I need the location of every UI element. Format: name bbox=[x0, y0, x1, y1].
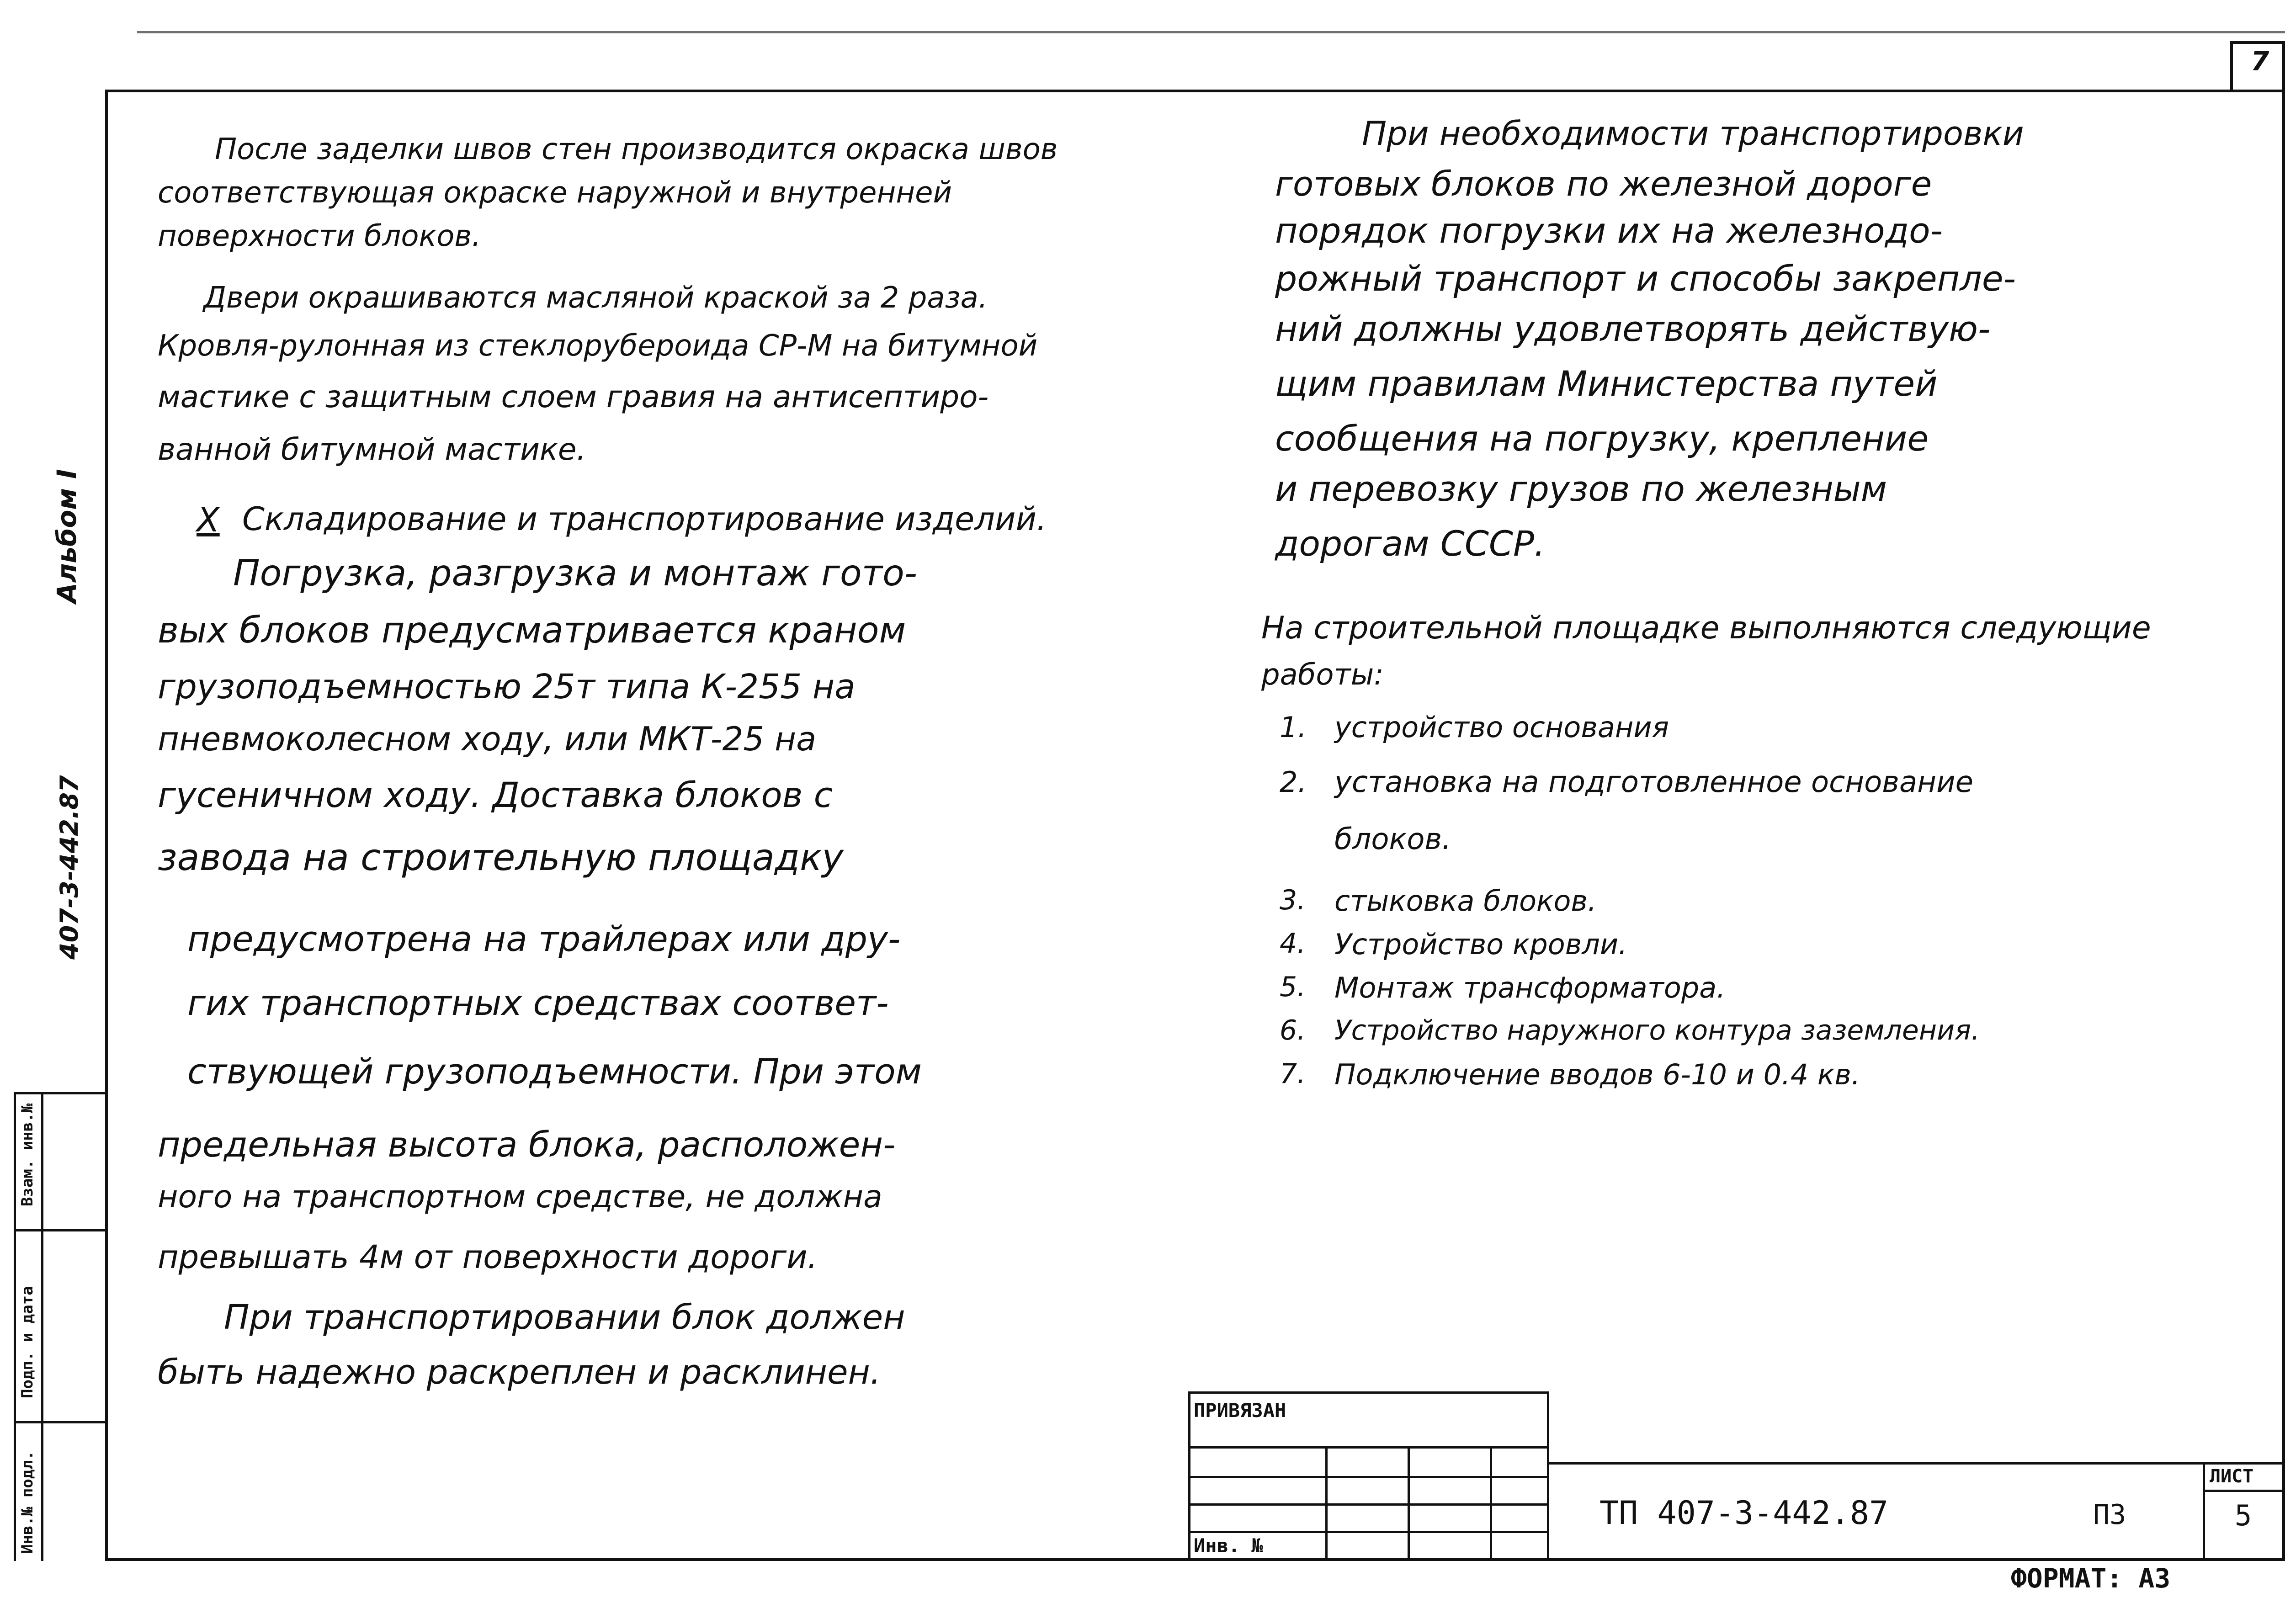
work-item-3: стыковка блоков. bbox=[1334, 884, 1597, 918]
stamp-div-1 bbox=[14, 1229, 105, 1231]
para-rail-line-7: сообщения на погрузку, крепление bbox=[1275, 418, 1929, 459]
para-rail-line-8: и перевозку грузов по железным bbox=[1275, 468, 1887, 509]
stamp-list-divider bbox=[2203, 1490, 2285, 1492]
para-rail-line-4: рожный транспорт и способы закрепле- bbox=[1275, 258, 2016, 299]
section-number: X bbox=[197, 500, 220, 540]
doc-type: ПЗ bbox=[2093, 1499, 2126, 1531]
list-label: ЛИСТ bbox=[2210, 1466, 2254, 1487]
stamp-sign-date: Подп. и дата bbox=[18, 1286, 37, 1398]
privyazan-label: ПРИВЯЗАН bbox=[1194, 1399, 1286, 1422]
para-loading-line-4: пневмоколесном ходу, или МКТ-25 на bbox=[158, 720, 817, 758]
album-label: Альбом I bbox=[51, 469, 82, 603]
work-item-5: Монтаж трансформатора. bbox=[1334, 971, 1726, 1004]
work-item-1: устройство основания bbox=[1334, 711, 1669, 744]
para-roof-line-3: ванной битумной мастике. bbox=[158, 432, 586, 467]
stamp-strip-left bbox=[14, 1092, 16, 1561]
work-item-7: Подключение вводов 6-10 и 0.4 кв. bbox=[1334, 1058, 1860, 1091]
privyazan-col-1 bbox=[1325, 1446, 1328, 1560]
para-loading-line-8: гих транспортных средствах соответ- bbox=[187, 982, 889, 1023]
para-seams-line-1: После заделки швов стен производится окраска швов bbox=[215, 133, 1058, 166]
privyazan-col-3 bbox=[1490, 1446, 1492, 1560]
para-loading-line-3: грузоподъемностью 25т типа К-255 на bbox=[158, 667, 856, 706]
work-item-3-num: 3. bbox=[1280, 884, 1306, 916]
work-item-2: установка на подготовленное основание bbox=[1334, 765, 1974, 799]
para-fastening-line-2: быть надежно раскреплен и расклинен. bbox=[158, 1353, 881, 1392]
works-intro-line-1: На строительной площадке выполняются следующие bbox=[1261, 610, 2151, 646]
section-title: Складирование и транспортирование изделий. bbox=[242, 500, 1047, 538]
para-loading-line-11: ного на транспортном средстве, не должна bbox=[158, 1179, 882, 1215]
inv-no-label: Инв. № bbox=[1194, 1534, 1263, 1557]
para-roof-line-1: Кровля-рулонная из стеклорубероида СР-М на битумной bbox=[158, 329, 1038, 363]
privyazan-row-2 bbox=[1188, 1476, 1549, 1478]
privyazan-row-4 bbox=[1188, 1531, 1549, 1533]
para-loading-line-2: вых блоков предусматривается краном bbox=[158, 610, 906, 651]
stamp-inv-orig: Инв.№ подл. bbox=[18, 1450, 37, 1554]
para-roof-line-2: мастике с защитным слоем гравия на антисептиро- bbox=[158, 379, 989, 414]
stamp-strip-top bbox=[14, 1092, 105, 1094]
work-item-6-num: 6. bbox=[1280, 1014, 1306, 1046]
work-item-1-num: 1. bbox=[1280, 711, 1307, 744]
para-rail-line-6: щим правилам Министерства путей bbox=[1275, 363, 1938, 404]
para-fastening-line-1: При транспортировании блок должен bbox=[224, 1298, 905, 1337]
para-rail-line-9: дорогам СССР. bbox=[1275, 523, 1545, 564]
work-item-5-num: 5. bbox=[1280, 971, 1306, 1003]
privyazan-row-1 bbox=[1188, 1446, 1549, 1449]
frame-right-line bbox=[2282, 41, 2285, 1561]
para-loading-line-5: гусеничном ходу. Доставка блоков с bbox=[158, 775, 833, 815]
para-seams-line-3: поверхности блоков. bbox=[158, 219, 481, 253]
para-loading-line-12: превышать 4м от поверхности дороги. bbox=[158, 1238, 818, 1276]
privyazan-col-2 bbox=[1408, 1446, 1410, 1560]
work-item-7-num: 7. bbox=[1280, 1058, 1306, 1090]
works-intro-line-2: работы: bbox=[1261, 658, 1384, 692]
sheet-top-line bbox=[137, 31, 2285, 33]
work-item-4: Устройство кровли. bbox=[1334, 928, 1627, 961]
frame-left-line bbox=[105, 90, 108, 1561]
list-number: 5 bbox=[2235, 1499, 2252, 1532]
para-rail-line-1: При необходимости транспортировки bbox=[1362, 114, 2024, 153]
stamp-top-line bbox=[1549, 1462, 2285, 1465]
format-label: ФОРМАТ: А3 bbox=[2011, 1563, 2171, 1594]
para-loading-line-10: предельная высота блока, расположен- bbox=[158, 1124, 896, 1165]
stamp-vzam-inv: Взам. инв.№ bbox=[18, 1103, 37, 1206]
doc-code: ТП 407-3-442.87 bbox=[1600, 1494, 1889, 1532]
para-doors: Двери окрашиваются масляной краской за 2 раза. bbox=[203, 281, 988, 315]
para-rail-line-2: готовых блоков по железной дороге bbox=[1275, 165, 1932, 204]
para-loading-line-9: ствующей грузоподъемности. При этом bbox=[187, 1051, 922, 1092]
para-rail-line-3: порядок погрузки их на железнодо- bbox=[1275, 210, 1943, 251]
album-code: 407-3-442.87 bbox=[55, 775, 84, 960]
sheet-number: 7 bbox=[2251, 46, 2269, 77]
para-seams-line-2: соответствующая окраске наружной и внутренней bbox=[158, 176, 952, 210]
frame-top-line bbox=[105, 90, 2285, 92]
para-loading-line-7: предусмотрена на трайлерах или дру- bbox=[187, 918, 901, 959]
work-item-2-num: 2. bbox=[1280, 765, 1307, 799]
stamp-doctype-divider bbox=[2203, 1462, 2205, 1561]
work-item-6: Устройство наружного контура заземления. bbox=[1334, 1014, 1980, 1046]
para-loading-line-1: Погрузка, разгрузка и монтаж гото- bbox=[233, 553, 917, 594]
para-rail-line-5: ний должны удовлетворять действую- bbox=[1275, 308, 1991, 349]
work-item-4-num: 4. bbox=[1280, 928, 1306, 960]
stamp-div-2 bbox=[14, 1421, 105, 1423]
privyazan-row-3 bbox=[1188, 1503, 1549, 1506]
para-loading-line-6: завода на строительную площадку bbox=[158, 836, 844, 879]
work-item-2-cont: блоков. bbox=[1334, 823, 1451, 856]
stamp-strip-mid bbox=[41, 1092, 43, 1561]
